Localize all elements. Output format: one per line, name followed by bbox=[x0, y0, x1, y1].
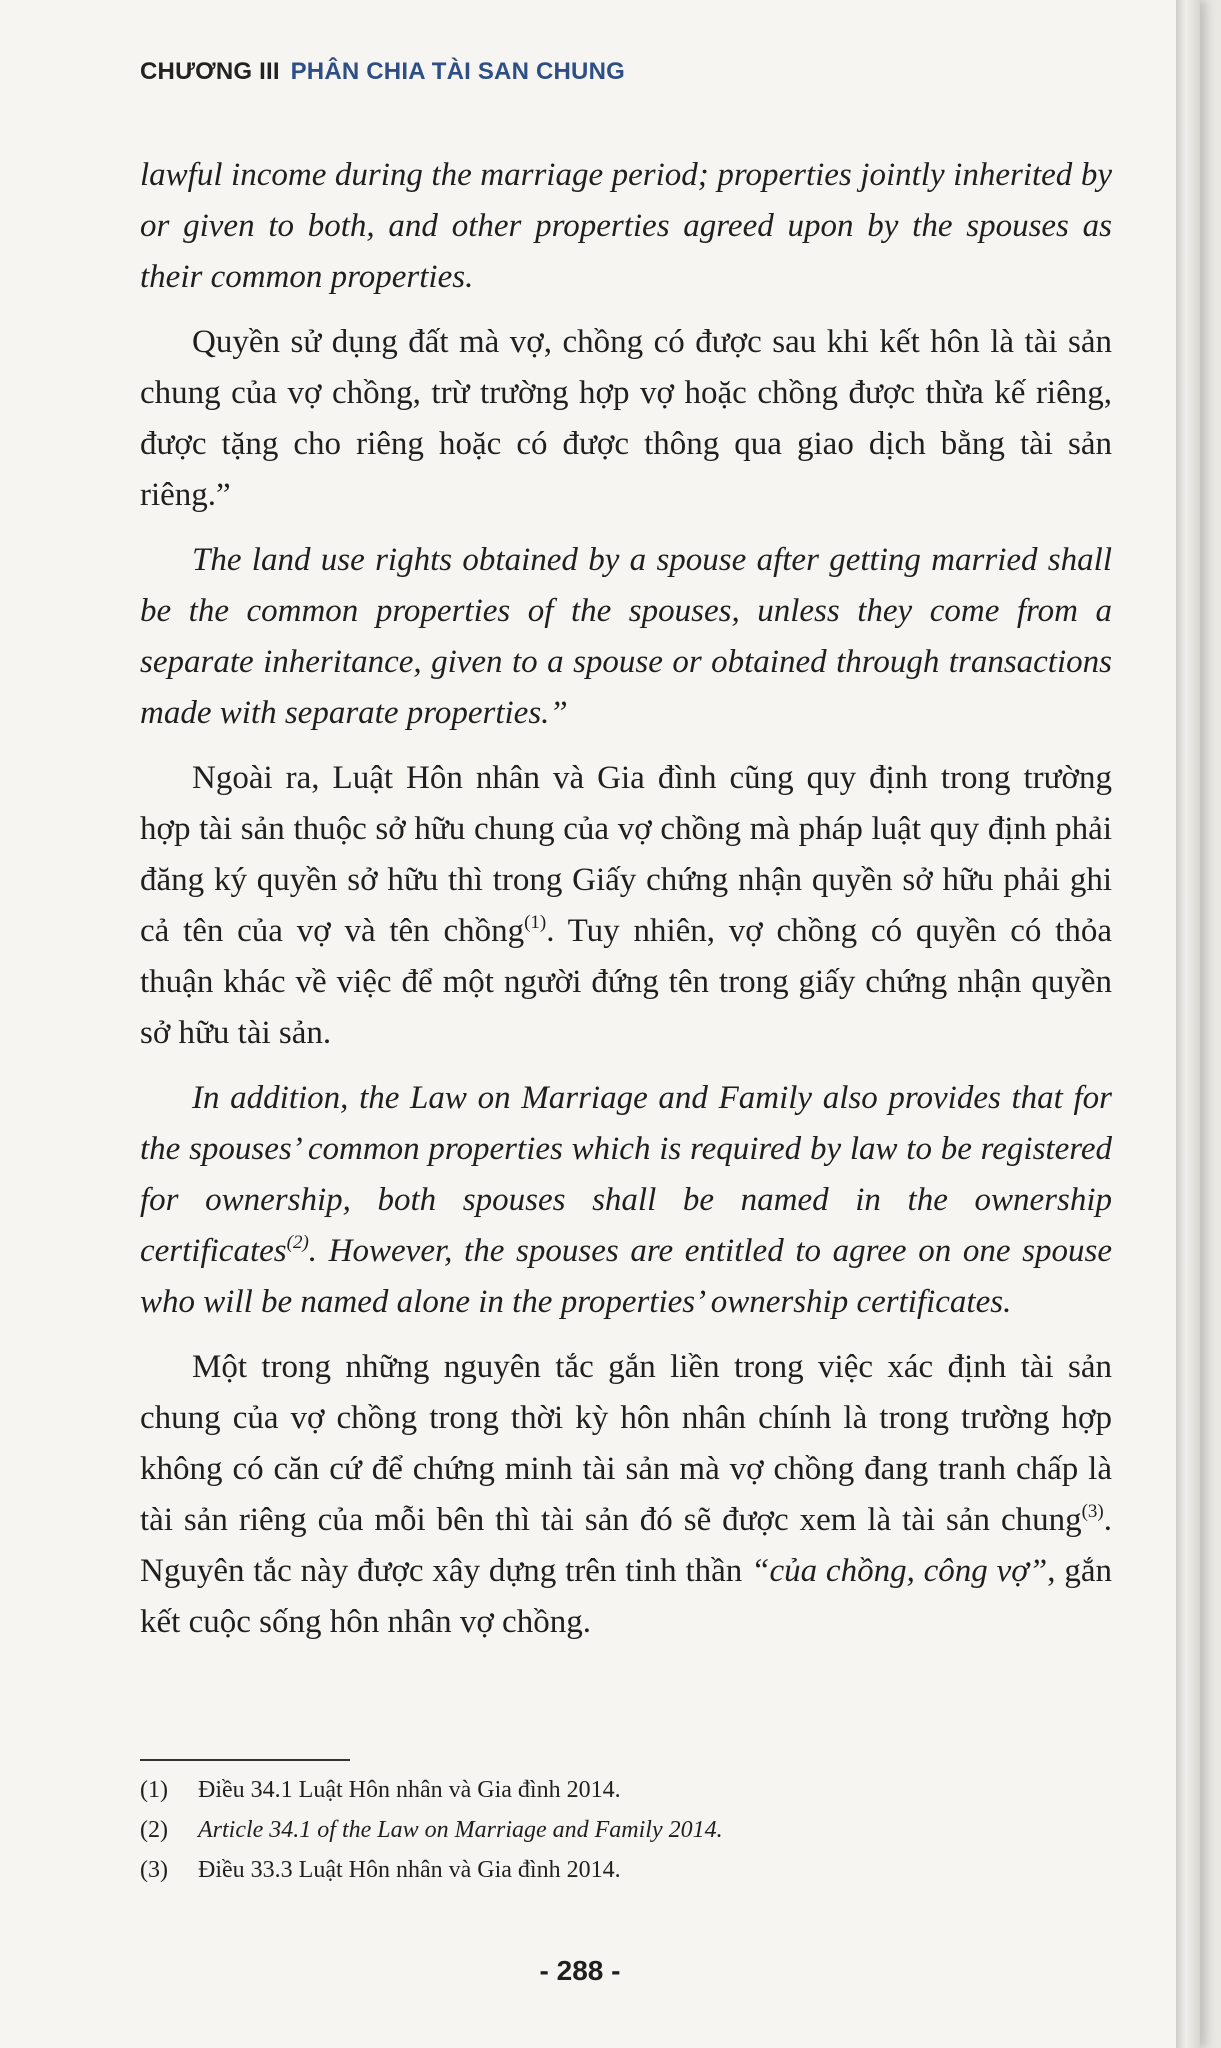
footnote-number: (3) bbox=[140, 1857, 168, 1883]
paragraph-english-continued: lawful income during the marriage period; properties jointly inherited by or given to both, and other properties agreed upon by the spouses as their common properties. bbox=[140, 157, 1112, 295]
text-segment: . Tuy nhiên, vợ chồng có quyền có thỏa thuận khác về việc để một người đứng tên trong giấy chứng nhận quyền sở hữu tài sản. bbox=[140, 913, 1112, 1051]
footnote-text: Điều 33.3 Luật Hôn nhân và Gia đình 2014. bbox=[198, 1857, 621, 1883]
chapter-title: PHÂN CHIA TÀI SAN CHUNG bbox=[290, 58, 625, 85]
body-text bbox=[140, 150, 1112, 1662]
footnote-ref-3: (3) bbox=[1081, 1501, 1104, 1522]
footnote-ref-1: (1) bbox=[524, 912, 547, 933]
footnote-2 bbox=[140, 1810, 1100, 1850]
text-segment: , gắn kết cuộc sống hôn nhân vợ chồng. bbox=[140, 1553, 1112, 1640]
footnote-number: (2) bbox=[140, 1817, 168, 1843]
text-segment: In addition, the Law on Marriage and Family also provides that for the spouses’ common properties which is required by law to be registered for ownership, both spouses shall be named in the ownership certificates bbox=[140, 1080, 1112, 1269]
running-header bbox=[140, 58, 625, 86]
footnote-1 bbox=[140, 1770, 1100, 1810]
chapter-label: CHƯƠNG III bbox=[140, 58, 280, 85]
text-segment: Một trong những nguyên tắc gắn liền trong việc xác định tài sản chung của vợ chồng trong thời kỳ hôn nhân chính là trong trường hợp không có căn cứ để chứng minh tài sản mà vợ chồng đang tranh chấp là tài sản riêng của mỗi bên thì tài sản đó sẽ được xem là tài sản chung bbox=[140, 1349, 1112, 1538]
text-segment: . However, the spouses are entitled to agree on one spouse who will be named alone in the properties’ ownership certificates. bbox=[140, 1233, 1112, 1320]
page-edge bbox=[1176, 0, 1200, 2048]
footnote-text: Điều 34.1 Luật Hôn nhân và Gia đình 2014. bbox=[198, 1777, 621, 1803]
paragraph-english-land-rights: The land use rights obtained by a spouse after getting married shall be the common properties of the spouses, unless they come from a separate inheritance, given to a spouse or obtained through transactions made with separate properties.” bbox=[140, 542, 1112, 731]
paragraph-english-registration bbox=[140, 1073, 1112, 1328]
footnote-ref-2: (2) bbox=[286, 1232, 309, 1253]
footnote-number: (1) bbox=[140, 1777, 168, 1803]
page-number: - 288 - bbox=[539, 1955, 621, 1986]
text-segment: . Nguyên tắc này được xây dựng trên tinh thần bbox=[140, 1502, 1112, 1589]
paragraph-vietnamese-land-rights: Quyền sử dụng đất mà vợ, chồng có được sau khi kết hôn là tài sản chung của vợ chồng, trừ trường hợp vợ hoặc chồng được thừa kế riêng, được tặng cho riêng hoặc có được thông qua giao dịch bằng tài sản riêng.” bbox=[140, 324, 1112, 513]
text-segment: Ngoài ra, Luật Hôn nhân và Gia đình cũng quy định trong trường hợp tài sản thuộc sở hữu chung của vợ chồng mà pháp luật quy định phải đăng ký quyền sở hữu thì trong Giấy chứng nhận quyền sở hữu phải ghi cả tên của vợ và tên chồng bbox=[140, 760, 1112, 949]
quoted-phrase: “của chồng, công vợ” bbox=[751, 1553, 1048, 1589]
footnote-text: Article 34.1 of the Law on Marriage and Family 2014. bbox=[198, 1817, 723, 1843]
footnote-3 bbox=[140, 1850, 1100, 1890]
paragraph-vietnamese-principle bbox=[140, 1342, 1112, 1648]
footnotes bbox=[140, 1770, 1100, 1890]
footnote-divider bbox=[140, 1759, 350, 1761]
paragraph-vietnamese-registration bbox=[140, 753, 1112, 1059]
